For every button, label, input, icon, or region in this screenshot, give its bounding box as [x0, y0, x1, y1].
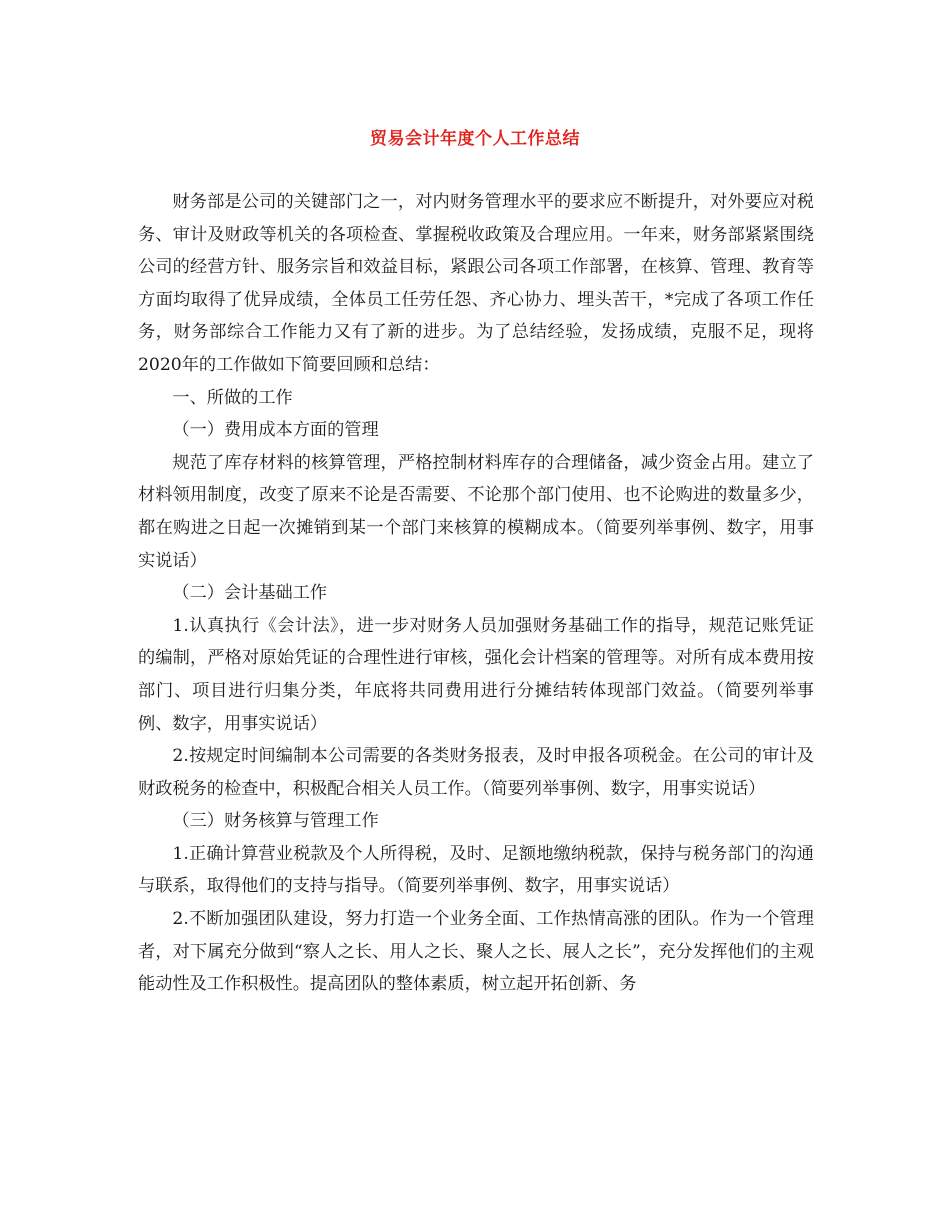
paragraph-financial-accounting-1: 1.正确计算营业税款及个人所得税，及时、足额地缴纳税款，保持与税务部门的沟通与联系，取得他们的支持与指导。（简要列举事例、数字，用事实说话） [138, 843, 814, 897]
subsection-heading-accounting-basics: （二）会计基础工作 [172, 583, 328, 604]
document-title: 贸易会计年度个人工作总结 [370, 129, 580, 149]
subsection-heading-cost-management: （一）费用成本方面的管理 [172, 420, 379, 441]
section-heading-work-done: 一、所做的工作 [172, 387, 293, 408]
subsection-heading-financial-accounting: （三）财务核算与管理工作 [172, 811, 379, 832]
paragraph-financial-accounting-2: 2.不断加强团队建设，努力打造一个业务全面、工作热情高涨的团队。作为一个管理者，对下属充分做到“察人之长、用人之长、聚人之长、展人之长”，充分发挥他们的主观能动性及工作积极性。提高团队的整体素质，树立起开拓创新、务 [138, 909, 814, 995]
paragraph-intro: 财务部是公司的关键部门之一，对内财务管理水平的要求应不断提升，对外要应对税务、审计及财政等机关的各项检查、掌握税收政策及合理应用。一年来，财务部紧紧围绕公司的经营方针、服务宗旨和效益目标，紧跟公司各项工作部署，在核算、管理、教育等方面均取得了优异成绩，全体员工任劳任怨、齐心协力、埋头苦干，*完成了各项工作任务，财务部综合工作能力又有了新的进步。为了总结经验，发扬成绩，克服不足，现将2020年的工作做如下简要回顾和总结： [138, 192, 814, 375]
paragraph-cost-management: 规范了库存材料的核算管理，严格控制材料库存的合理储备，减少资金占用。建立了材料领用制度，改变了原来不论是否需要、不论那个部门使用、也不论购进的数量多少，都在购进之日起一次摊销到某一个部门来核算的模糊成本。（简要列举事例、数字，用事实说话） [138, 452, 814, 571]
paragraph-accounting-basics-1: 1.认真执行《会计法》，进一步对财务人员加强财务基础工作的指导，规范记账凭证的编制，严格对原始凭证的合理性进行审核，强化会计档案的管理等。对所有成本费用按部门、项目进行归集分类，年底将共同费用进行分摊结转体现部门效益。（简要列举事例、数字，用事实说话） [138, 615, 814, 734]
paragraph-accounting-basics-2: 2.按规定时间编制本公司需要的各类财务报表，及时申报各项税金。在公司的审计及财政税务的检查中，积极配合相关人员工作。（简要列举事例、数字，用事实说话） [138, 746, 814, 799]
document-body [138, 186, 814, 1001]
